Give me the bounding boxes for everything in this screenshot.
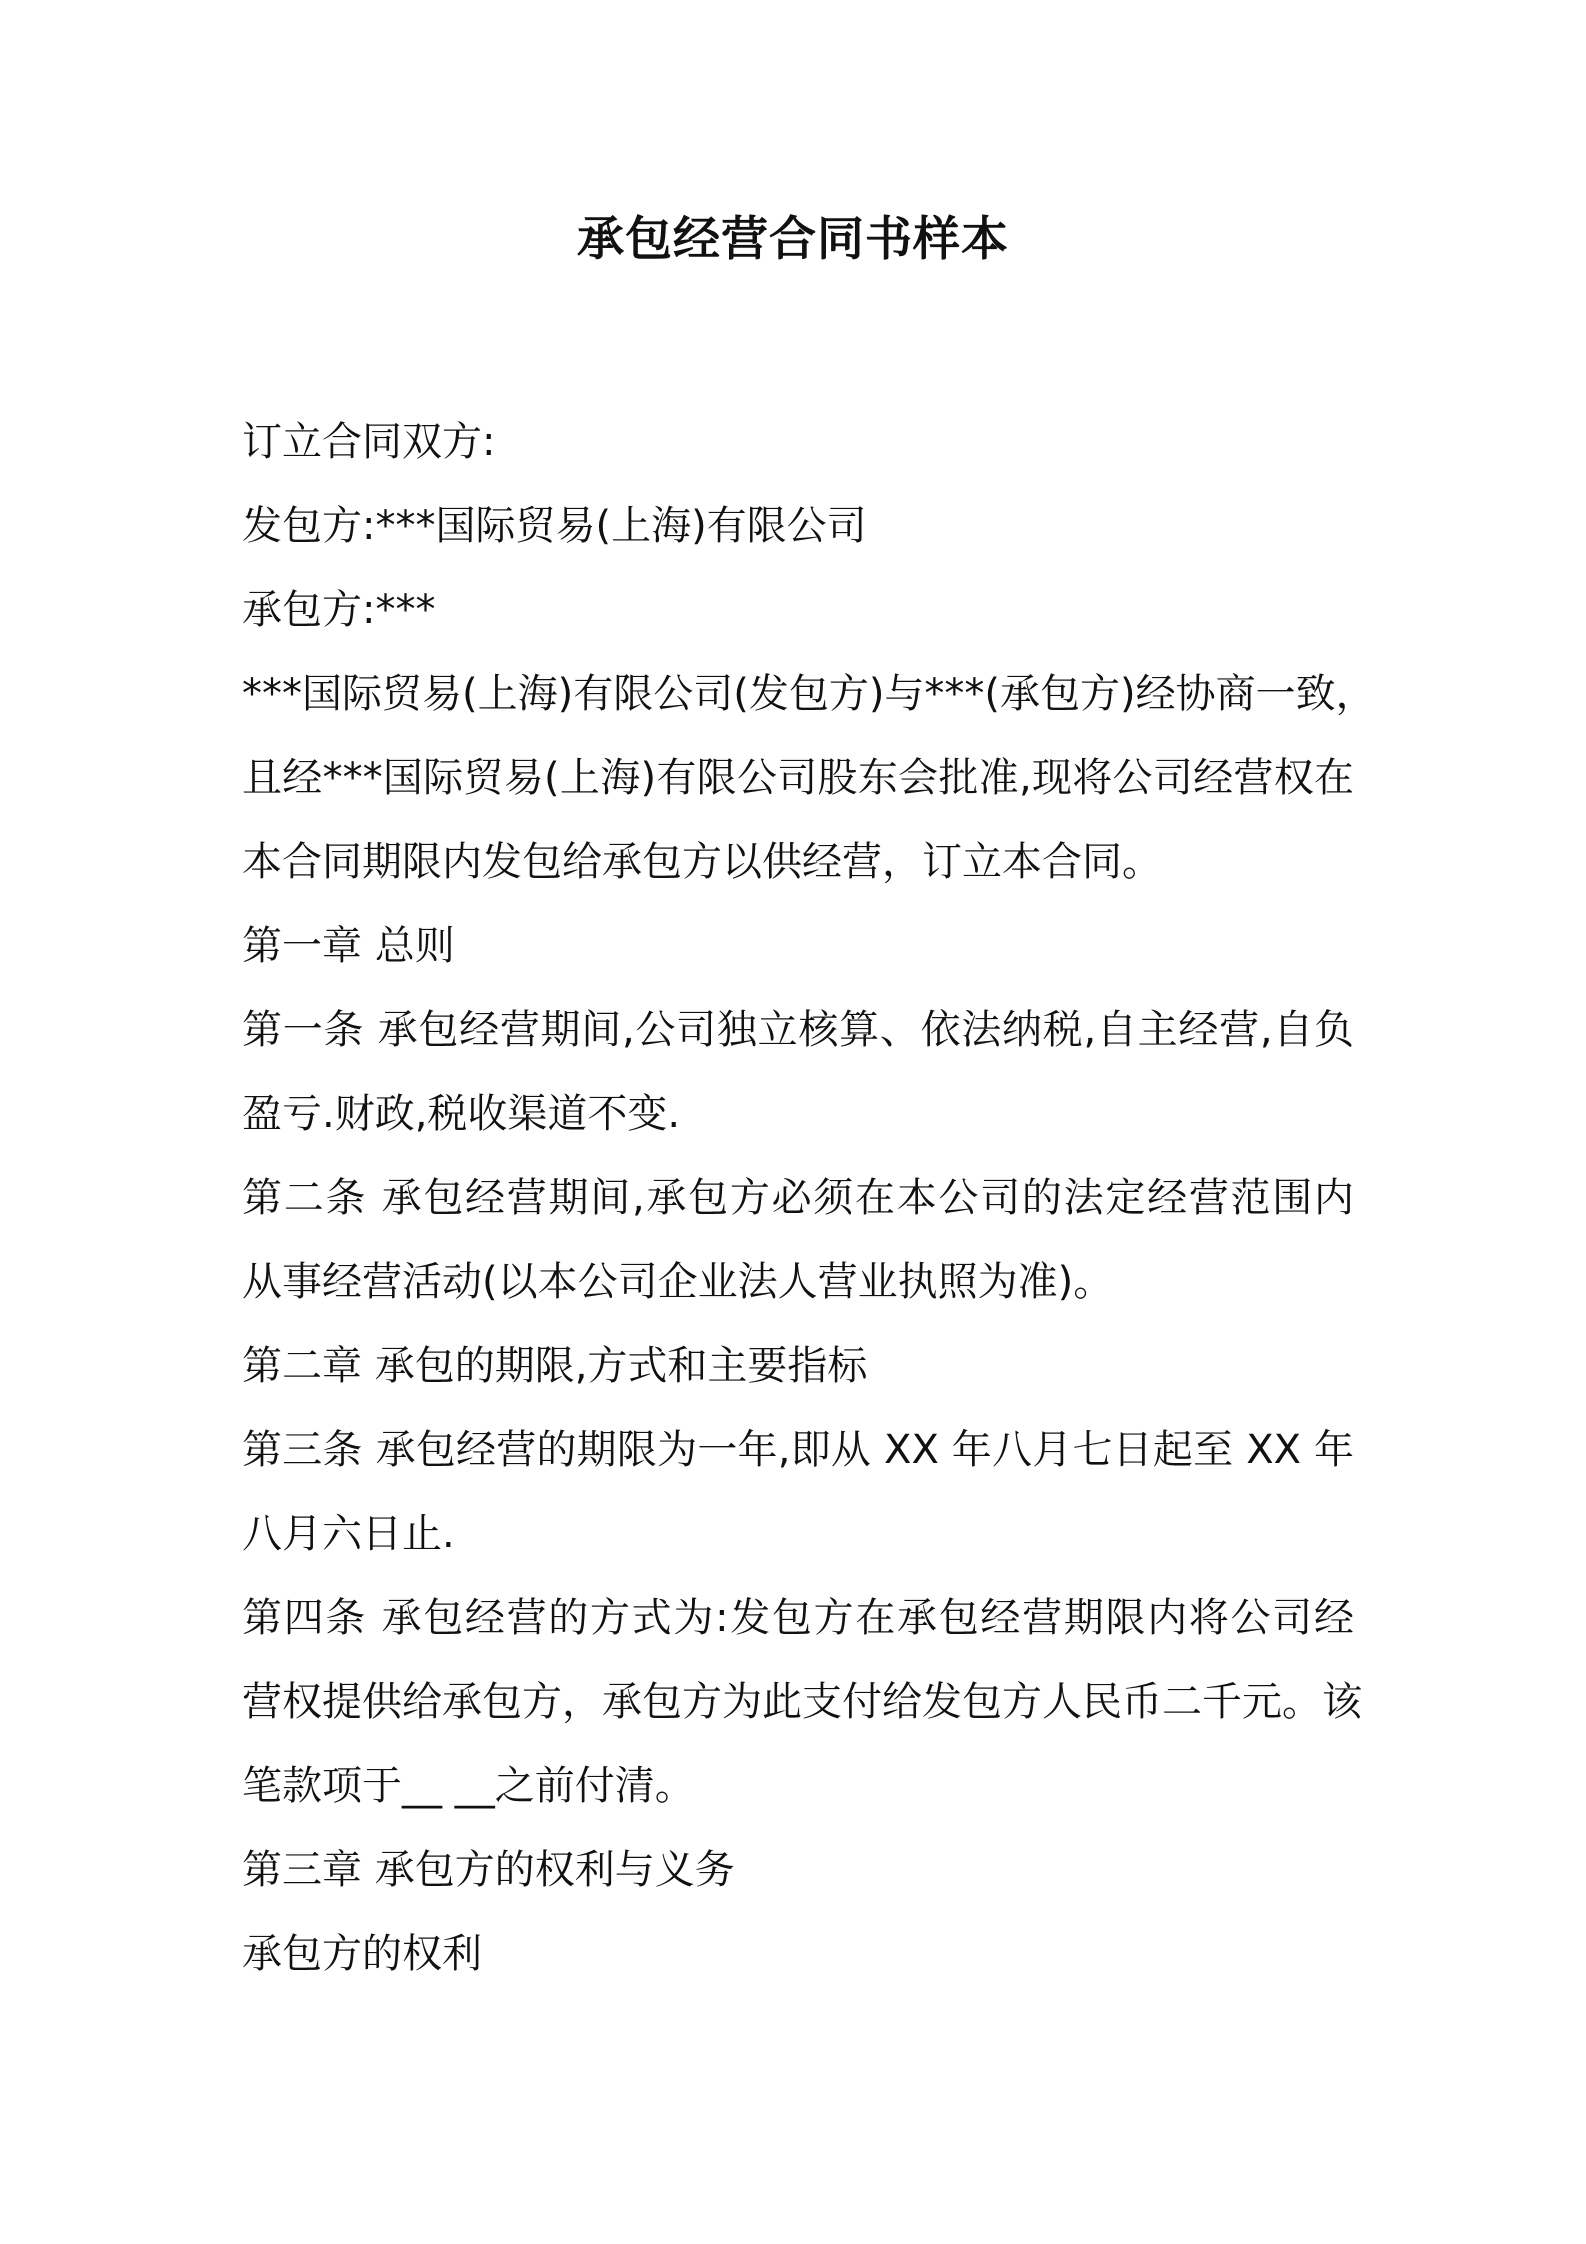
text-line: 笔款项于__ __之前付清。: [242, 1763, 695, 1809]
text-line: 承包方:***: [242, 587, 436, 633]
text-line: 第三条 承包经营的期限为一年,即从 XX 年八月七日起至 XX 年: [242, 1427, 1354, 1473]
chapter-heading: 第三章 承包方的权利与义务: [242, 1847, 735, 1893]
text-line: 营权提供给承包方，承包方为此支付给发包方人民币二千元。该: [242, 1679, 1362, 1725]
text-line: 发包方:***国际贸易(上海)有限公司: [242, 503, 867, 549]
text-line: 本合同期限内发包给承包方以供经营，订立本合同。: [242, 839, 1162, 885]
text-line: 第一条 承包经营期间,公司独立核算、依法纳税,自主经营,自负: [242, 1007, 1354, 1053]
text-line: 盈亏.财政,税收渠道不变.: [242, 1091, 681, 1137]
text-line: ***国际贸易(上海)有限公司(发包方)与***(承包方)经协商一致，: [242, 671, 1376, 717]
document-body: [242, 400, 1376, 1996]
text-line: 且经***国际贸易(上海)有限公司股东会批准,现将公司经营权在: [242, 755, 1354, 801]
text-line: 订立合同双方:: [242, 419, 496, 465]
text-line: 八月六日止.: [242, 1511, 455, 1557]
chapter-heading: 第一章 总则: [242, 923, 455, 969]
text-line: 承包方的权利: [242, 1931, 482, 1977]
text-line: 第四条 承包经营的方式为:发包方在承包经营期限内将公司经: [242, 1595, 1354, 1641]
text-line: 第二条 承包经营期间,承包方必须在本公司的法定经营范围内: [242, 1175, 1354, 1221]
text-line: 从事经营活动(以本公司企业法人营业执照为准)。: [242, 1259, 1114, 1305]
chapter-heading: 第二章 承包的期限,方式和主要指标: [242, 1343, 868, 1389]
document-title: 承包经营合同书样本: [577, 212, 1009, 267]
